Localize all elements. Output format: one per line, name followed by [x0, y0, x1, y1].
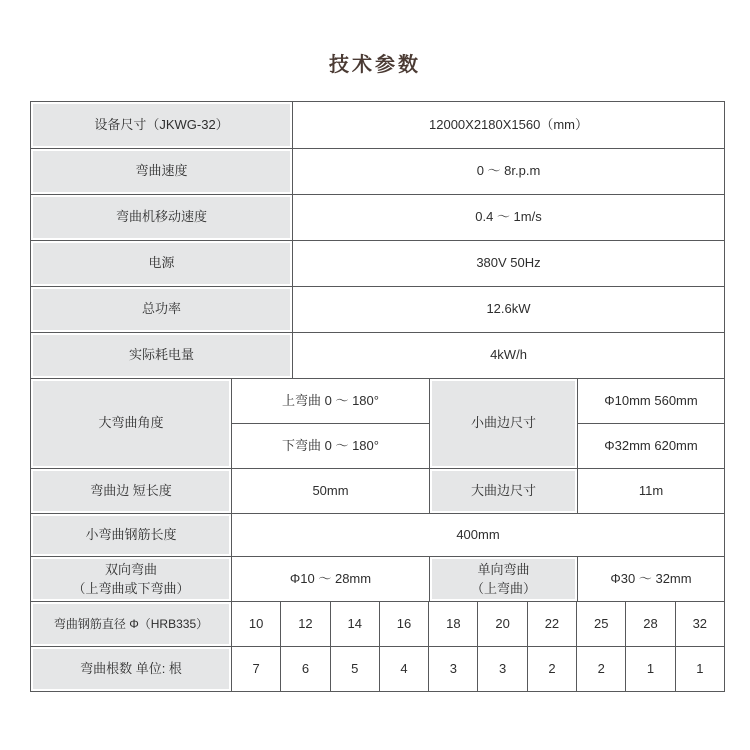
bidirectional-label-line1: 双向弯曲 — [104, 561, 157, 577]
count-value: 1 — [675, 647, 724, 691]
unidirectional-label-line2: （上弯曲） — [470, 581, 536, 596]
spec-label-power-supply: 电源 — [31, 241, 292, 286]
spec-value-upper-bend: 上弯曲 0 ～ 180° — [282, 392, 379, 408]
diameter-value: 25 — [576, 602, 625, 646]
diameter-value: 10 — [231, 602, 280, 646]
spec-label-device-size: 设备尺寸（JKWG-32） — [31, 102, 292, 148]
spec-value-small-bend-length: 400mm — [231, 514, 724, 556]
diameter-value: 14 — [330, 602, 379, 646]
spec-label-big-edge-size: 大曲边尺寸 — [429, 469, 577, 513]
table-row-angle-section — [31, 378, 724, 468]
spec-label-rebar-diameter: 弯曲钢筋直径 Φ（HRB335） — [31, 602, 231, 646]
count-value: 5 — [330, 647, 379, 691]
diameter-value: 12 — [280, 602, 329, 646]
spec-label-consumption: 实际耗电量 — [31, 333, 292, 378]
spec-value-bend-edge: 50mm — [231, 469, 429, 513]
diameter-value: 16 — [379, 602, 428, 646]
count-value: 2 — [576, 647, 625, 691]
spec-value-unidirectional-range: Φ30 ～ 32mm — [577, 557, 724, 601]
spec-value-consumption: 4kW/h — [292, 333, 724, 378]
spec-value-edge-size-bottom: Φ32mm 620mm — [578, 423, 724, 468]
spec-value-device-size: 12000X2180X1560（mm） — [292, 102, 724, 148]
spec-label-bidirectional-bend — [31, 557, 231, 601]
diameter-value: 18 — [428, 602, 477, 646]
bidirectional-label-line2: （上弯曲或下弯曲） — [72, 581, 190, 596]
spec-value-bidirectional-range: Φ10 ～ 28mm — [231, 557, 429, 601]
count-value: 3 — [428, 647, 477, 691]
spec-label-bend-count: 弯曲根数 单位: 根 — [31, 647, 231, 691]
spec-label-bend-edge: 弯曲边 短长度 — [31, 469, 231, 513]
spec-value-edge-size-top: Φ10mm 560mm — [604, 392, 698, 408]
spec-table — [30, 101, 725, 692]
diameter-value: 28 — [625, 602, 674, 646]
count-value: 2 — [527, 647, 576, 691]
table-row — [31, 194, 724, 240]
spec-value-big-edge-size: 11m — [577, 469, 724, 513]
table-row — [31, 102, 724, 148]
table-row — [31, 556, 724, 601]
count-value: 6 — [280, 647, 329, 691]
page-title: 技术参数 — [329, 54, 421, 76]
spec-value-total-power: 12.6kW — [292, 287, 724, 332]
spec-value-lower-bend: 下弯曲 0 ～ 180° — [232, 423, 429, 468]
count-value: 4 — [379, 647, 428, 691]
table-row — [31, 513, 724, 556]
spec-value-power-supply: 380V 50Hz — [292, 241, 724, 286]
table-row-counts — [31, 646, 724, 691]
table-row — [31, 240, 724, 286]
unidirectional-label-line1: 单向弯曲 — [477, 561, 530, 577]
spec-label-unidirectional-bend — [429, 557, 577, 601]
diameter-value: 22 — [527, 602, 576, 646]
count-value: 7 — [231, 647, 280, 691]
table-row — [31, 148, 724, 194]
diameter-value: 32 — [675, 602, 724, 646]
spec-value-move-speed: 0.4 ～ 1m/s — [292, 195, 724, 240]
spec-label-move-speed: 弯曲机移动速度 — [31, 195, 292, 240]
spec-label-total-power: 总功率 — [31, 287, 292, 332]
spec-label-small-edge-size: 小曲边尺寸 — [429, 379, 577, 468]
spec-label-small-bend-length: 小弯曲钢筋长度 — [31, 514, 231, 556]
table-row — [31, 332, 724, 378]
table-row-diameters — [31, 601, 724, 646]
count-value: 3 — [477, 647, 526, 691]
spec-value-bend-speed: 0 ～ 8r.p.m — [292, 149, 724, 194]
edge-size-subcolumn — [577, 379, 724, 468]
spec-label-bend-speed: 弯曲速度 — [31, 149, 292, 194]
spec-label-big-bend-angle: 大弯曲角度 — [31, 379, 231, 468]
diameter-value: 20 — [477, 602, 526, 646]
table-row — [31, 468, 724, 513]
count-value: 1 — [625, 647, 674, 691]
table-row — [31, 286, 724, 332]
angle-subcolumn — [231, 379, 429, 468]
